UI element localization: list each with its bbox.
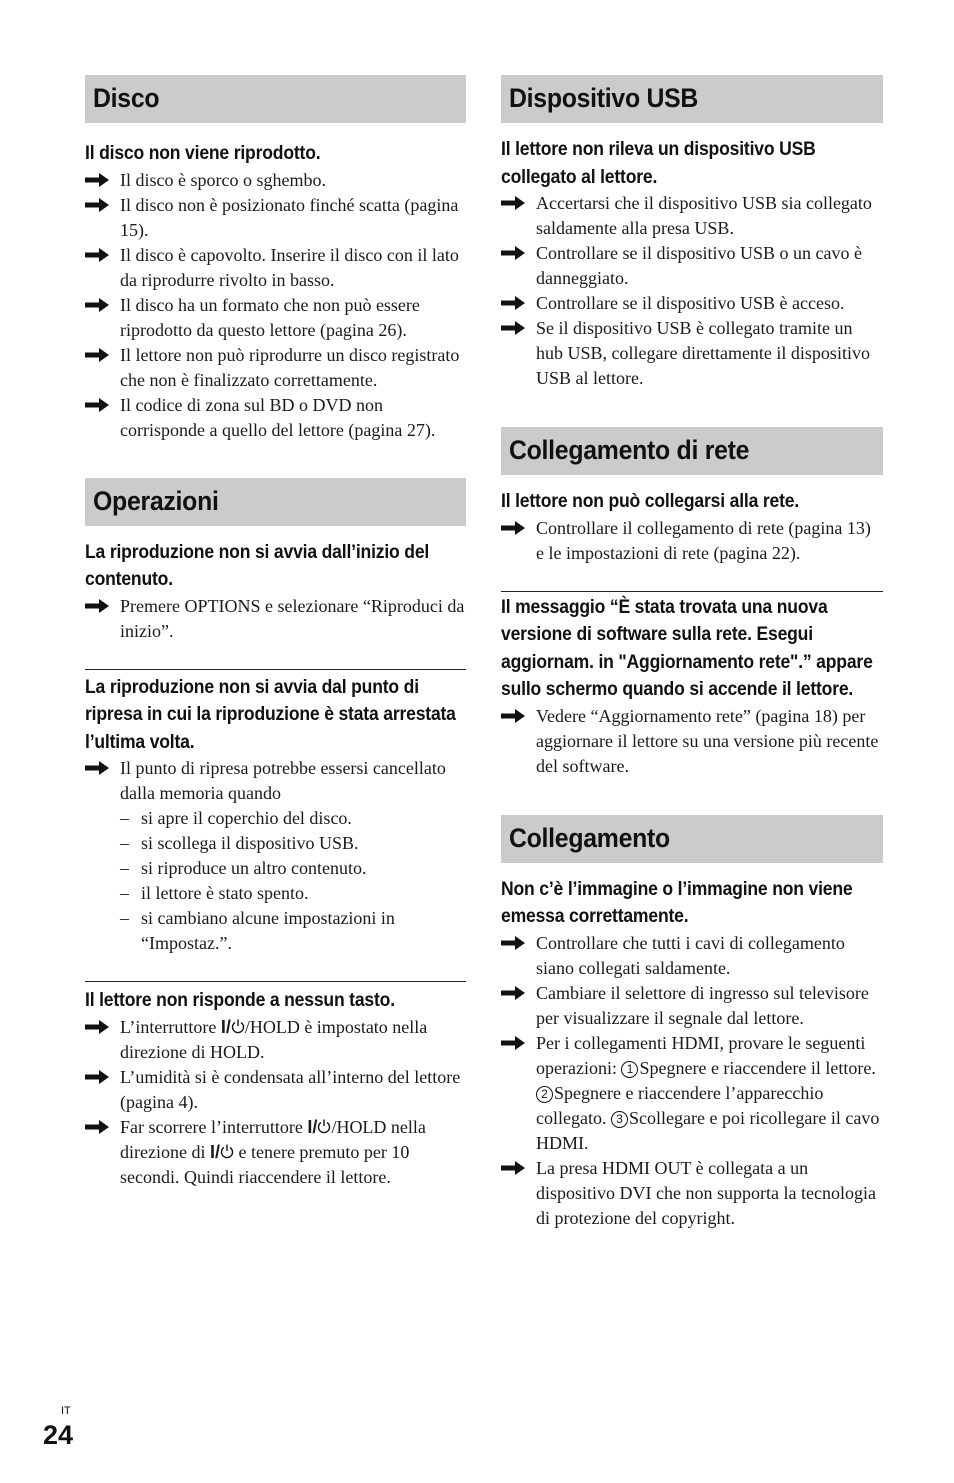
- power-icon: [317, 1119, 331, 1134]
- arrow-icon: [85, 599, 109, 613]
- arrow-icon: [501, 709, 525, 723]
- arrow-icon: [501, 936, 525, 950]
- arrow-icon: [501, 296, 525, 310]
- arrow-icon: [85, 1020, 109, 1034]
- list-item: Il codice di zona sul BD o DVD non corrisponde a quello del lettore (pagina 27).: [85, 393, 466, 443]
- dash-item: – si riproduce un altro contenuto.: [120, 858, 367, 878]
- question-no-network: Il lettore non può collegarsi alla rete.: [501, 490, 800, 512]
- list-item: Il lettore non può riprodurre un disco registrato che non è finalizzato correttamente.: [85, 343, 466, 393]
- arrow-icon: [501, 321, 525, 335]
- list-item: Premere OPTIONS e selezionare “Riproduci da inizio”.: [85, 594, 466, 644]
- list-item: Cambiare il selettore di ingresso sul televisore per visualizzare il segnale dal lettore.: [501, 981, 883, 1031]
- arrow-icon: [85, 348, 109, 362]
- power-icon: [220, 1144, 234, 1159]
- question-usb-not-detected: Il lettore non rileva un dispositivo USB collegato al lettore.: [501, 138, 816, 188]
- dash-item: – si apre il coperchio del disco.: [120, 808, 352, 828]
- arrow-icon: [85, 761, 109, 775]
- section-header-usb: Dispositivo USB: [501, 75, 883, 123]
- list-item: Accertarsi che il dispositivo USB sia collegato saldamente alla presa USB.: [501, 191, 883, 241]
- section-header-disco: Disco: [85, 75, 466, 123]
- list-item: L’interruttore I/ /HOLD è impostato nella direzione di HOLD.: [85, 1015, 466, 1065]
- power-icon: [231, 1019, 245, 1034]
- list-item: Controllare se il dispositivo USB o un cavo è danneggiato.: [501, 241, 883, 291]
- list-item: Il disco è sporco o sghembo.: [85, 168, 466, 193]
- question-no-response: Il lettore non risponde a nessun tasto.: [85, 989, 395, 1011]
- section-header-collegamento: Collegamento: [501, 815, 883, 863]
- step-number-1: 1: [621, 1061, 638, 1078]
- question-not-from-start: La riproduzione non si avvia dall’inizio del contenuto.: [85, 540, 430, 590]
- step-number-3: 3: [611, 1111, 628, 1128]
- list-item: Il disco non è posizionato finché scatta (pagina 15).: [85, 193, 466, 243]
- list-item: Per i collegamenti HDMI, provare le seguenti operazioni: 1 Spegnere e riaccendere il lettore. 2 Spegnere e riaccendere l’apparecchio collegato. 3 Scollegare e poi ricollegare il cavo HDMI.: [501, 1031, 883, 1156]
- section-header-rete: Collegamento di rete: [501, 427, 883, 475]
- arrow-icon: [501, 246, 525, 260]
- question-not-from-resume: La riproduzione non si avvia dal punto di ripresa in cui la riproduzione è stata arrestata l’ultima volta.: [85, 675, 456, 753]
- dash-item: – il lettore è stato spento.: [120, 883, 309, 903]
- list-item: Il disco è capovolto. Inserire il disco con il lato da riprodurre rivolto in basso.: [85, 243, 466, 293]
- arrow-icon: [85, 173, 109, 187]
- step-number-2: 2: [536, 1086, 553, 1103]
- question-no-image: Non c’è l’immagine o l’immagine non viene emessa correttamente.: [501, 877, 853, 927]
- list-item: La presa HDMI OUT è collegata a un dispositivo DVI che non supporta la tecnologia di protezione del copyright.: [501, 1156, 883, 1231]
- arrow-icon: [85, 298, 109, 312]
- dash-item: – si scollega il dispositivo USB.: [120, 833, 359, 853]
- left-column: [85, 75, 466, 1190]
- question-update-message: Il messaggio “È stata trovata una nuova versione di software sulla rete. Esegui aggiornam. in "Aggiornamento rete".” appare sullo schermo quando si accende il lettore.: [501, 595, 873, 700]
- list-item: Il disco ha un formato che non può essere riprodotto da questo lettore (pagina 26).: [85, 293, 466, 343]
- list-item: Far scorrere l’interruttore I/ /HOLD nella direzione di I/ e tenere premuto per 10 secondi. Quindi riaccendere il lettore.: [85, 1115, 466, 1190]
- arrow-icon: [85, 1070, 109, 1084]
- arrow-icon: [501, 196, 525, 210]
- arrow-icon: [501, 986, 525, 1000]
- arrow-icon: [85, 398, 109, 412]
- list-item: L’umidità si è condensata all’interno del lettore (pagina 4).: [85, 1065, 466, 1115]
- page-number: 24: [43, 1420, 74, 1450]
- answers-disco: [85, 168, 466, 443]
- arrow-icon: [501, 1036, 525, 1050]
- section-header-operazioni: Operazioni: [85, 478, 466, 526]
- list-item: Vedere “Aggiornamento rete” (pagina 18) per aggiornare il lettore su una versione più recente del software.: [501, 704, 883, 779]
- list-item: Se il dispositivo USB è collegato tramite un hub USB, collegare direttamente il dispositivo USB al lettore.: [501, 316, 883, 391]
- dash-item: – si cambiano alcune impostazioni in “Impostaz.”.: [120, 908, 395, 953]
- list-item: Il punto di ripresa potrebbe essersi cancellato dalla memoria quando: [85, 756, 466, 806]
- right-column: [501, 75, 883, 1231]
- page-language: IT: [61, 1405, 71, 1417]
- arrow-icon: [85, 1120, 109, 1134]
- list-item: Controllare il collegamento di rete (pagina 13) e le impostazioni di rete (pagina 22).: [501, 516, 883, 566]
- question-disc-not-playing: Il disco non viene riprodotto.: [85, 142, 321, 164]
- arrow-icon: [85, 248, 109, 262]
- list-item: Controllare che tutti i cavi di collegamento siano collegati saldamente.: [501, 931, 883, 981]
- arrow-icon: [501, 521, 525, 535]
- arrow-icon: [85, 198, 109, 212]
- arrow-icon: [501, 1161, 525, 1175]
- list-item: Controllare se il dispositivo USB è acceso.: [501, 291, 883, 316]
